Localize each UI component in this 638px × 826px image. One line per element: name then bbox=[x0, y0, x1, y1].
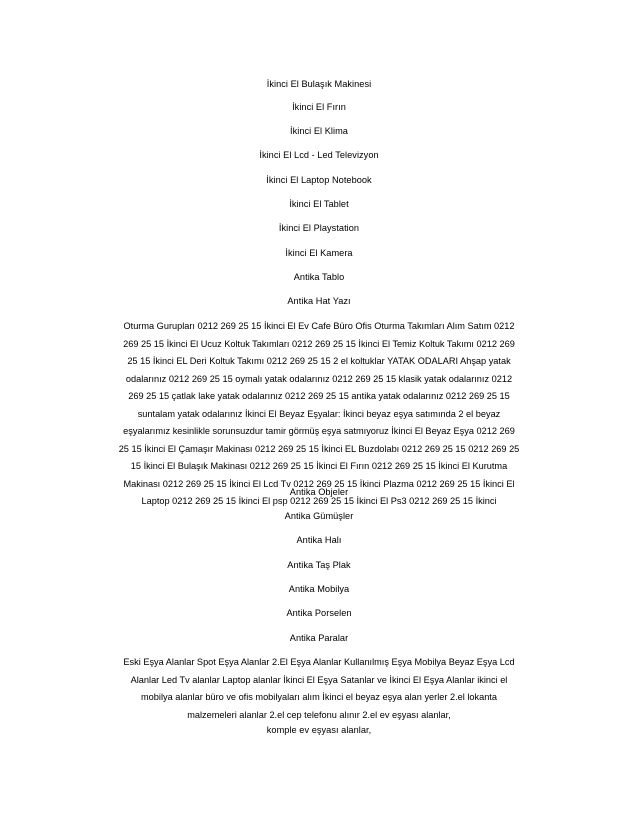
list-item: İkinci El Tablet bbox=[289, 199, 349, 209]
body-paragraph bbox=[80, 654, 558, 724]
paragraph-line: Makinası 0212 269 25 15 İkinci El Lcd Tv 0212 269 25 15 İkinci Plazma 0212 269 25 15 İkinci El bbox=[123, 478, 515, 489]
list-item: Antika Hat Yazı bbox=[287, 296, 351, 306]
list-item: Antika Paralar bbox=[289, 633, 349, 643]
list-item: İkinci El Bulaşık Makinesi bbox=[266, 79, 372, 89]
list-item: İkinci El Kamera bbox=[285, 248, 353, 258]
list-item: Antika Gümüşler bbox=[284, 511, 354, 521]
list-item: Antika Porselen bbox=[286, 608, 352, 618]
paragraph-line: 269 25 15 çatlak lake yatak odalarınız 0212 269 25 15 antika yatak odalarınız 0212 269 25 15 bbox=[128, 391, 510, 401]
paragraph-line: Alanlar Led Tv alanlar Laptop alanlar İkinci El Eşya Satanlar ve İkinci El Eşya Alanlar ikinci el bbox=[130, 674, 508, 685]
list-item: İkinci El Playstation bbox=[278, 223, 360, 233]
paragraph-line: 25 15 İkinci El Çamaşır Makinası 0212 269 25 15 İkinci EL Buzdolabı 0212 269 25 15 0212 269 25 bbox=[118, 443, 520, 454]
paragraph-line: odalarınız 0212 269 25 15 oymalı yatak odalarınız 0212 269 25 15 klasik yatak odalarınız 0212 bbox=[125, 373, 513, 384]
list-item: Antika Taş Plak bbox=[287, 560, 351, 570]
paragraph-line: 25 15 İkinci EL Deri Koltuk Takımı 0212 269 25 15 2 el koltuklar YATAK ODALARI Ahşap yatak bbox=[127, 356, 511, 366]
closing-line: komple ev eşyası alanlar, bbox=[266, 725, 372, 735]
list-item: İkinci El Lcd - Led Televizyon bbox=[259, 150, 379, 160]
list-item: İkinci El Fırın bbox=[292, 102, 346, 112]
paragraph-line: Laptop 0212 269 25 15 İkinci El psp 0212 269 25 15 İkinci El Ps3 0212 269 25 15 İkinci bbox=[141, 496, 497, 506]
paragraph-line: eşyalarımız kesinlikle sorunsuzdur tamir görmüş eşya satmıyoruz İkinci El Beyaz Eşya 0212 269 bbox=[123, 426, 515, 436]
list-item: Antika Objeler bbox=[289, 487, 349, 497]
body-paragraph bbox=[80, 318, 558, 511]
paragraph-line: mobilya alanlar büro ve ofis mobilyaları alım İkinci el beyaz eşya alan yerler 2.el lokanta bbox=[141, 692, 497, 702]
list-item: Antika Mobilya bbox=[288, 584, 350, 594]
paragraph-line: Oturma Gurupları 0212 269 25 15 İkinci El Ev Cafe Büro Ofis Oturma Takımları Alım Satım 0212 bbox=[123, 321, 515, 331]
paragraph-line: 15 İkinci El Bulaşık Makinası 0212 269 25 15 İkinci El Fırın 0212 269 25 15 İkinci El Kurutma bbox=[130, 461, 508, 471]
paragraph-line: Eski Eşya Alanlar Spot Eşya Alanlar 2.El Eşya Alanlar Kullanılmış Eşya Mobilya Beyaz Eşya Lcd bbox=[123, 657, 515, 667]
paragraph-line: 269 25 15 İkinci El Ucuz Koltuk Takımları 0212 269 25 15 İkinci El Temiz Koltuk Takımı 0212 269 bbox=[123, 338, 515, 349]
list-item: Antika Halı bbox=[296, 535, 342, 545]
list-item: Antika Tablo bbox=[293, 272, 345, 282]
list-item: İkinci El Klima bbox=[290, 126, 348, 136]
paragraph-line: malzemeleri alanlar 2.el cep telefonu alınır 2.el ev eşyası alanlar, bbox=[187, 709, 451, 720]
list-item: İkinci El Laptop Notebook bbox=[266, 175, 372, 185]
paragraph-line: suntalam yatak odalarınız İkinci El Beyaz Eşyalar: İkinci beyaz eşya satımında 2 el beyaz bbox=[137, 408, 501, 419]
